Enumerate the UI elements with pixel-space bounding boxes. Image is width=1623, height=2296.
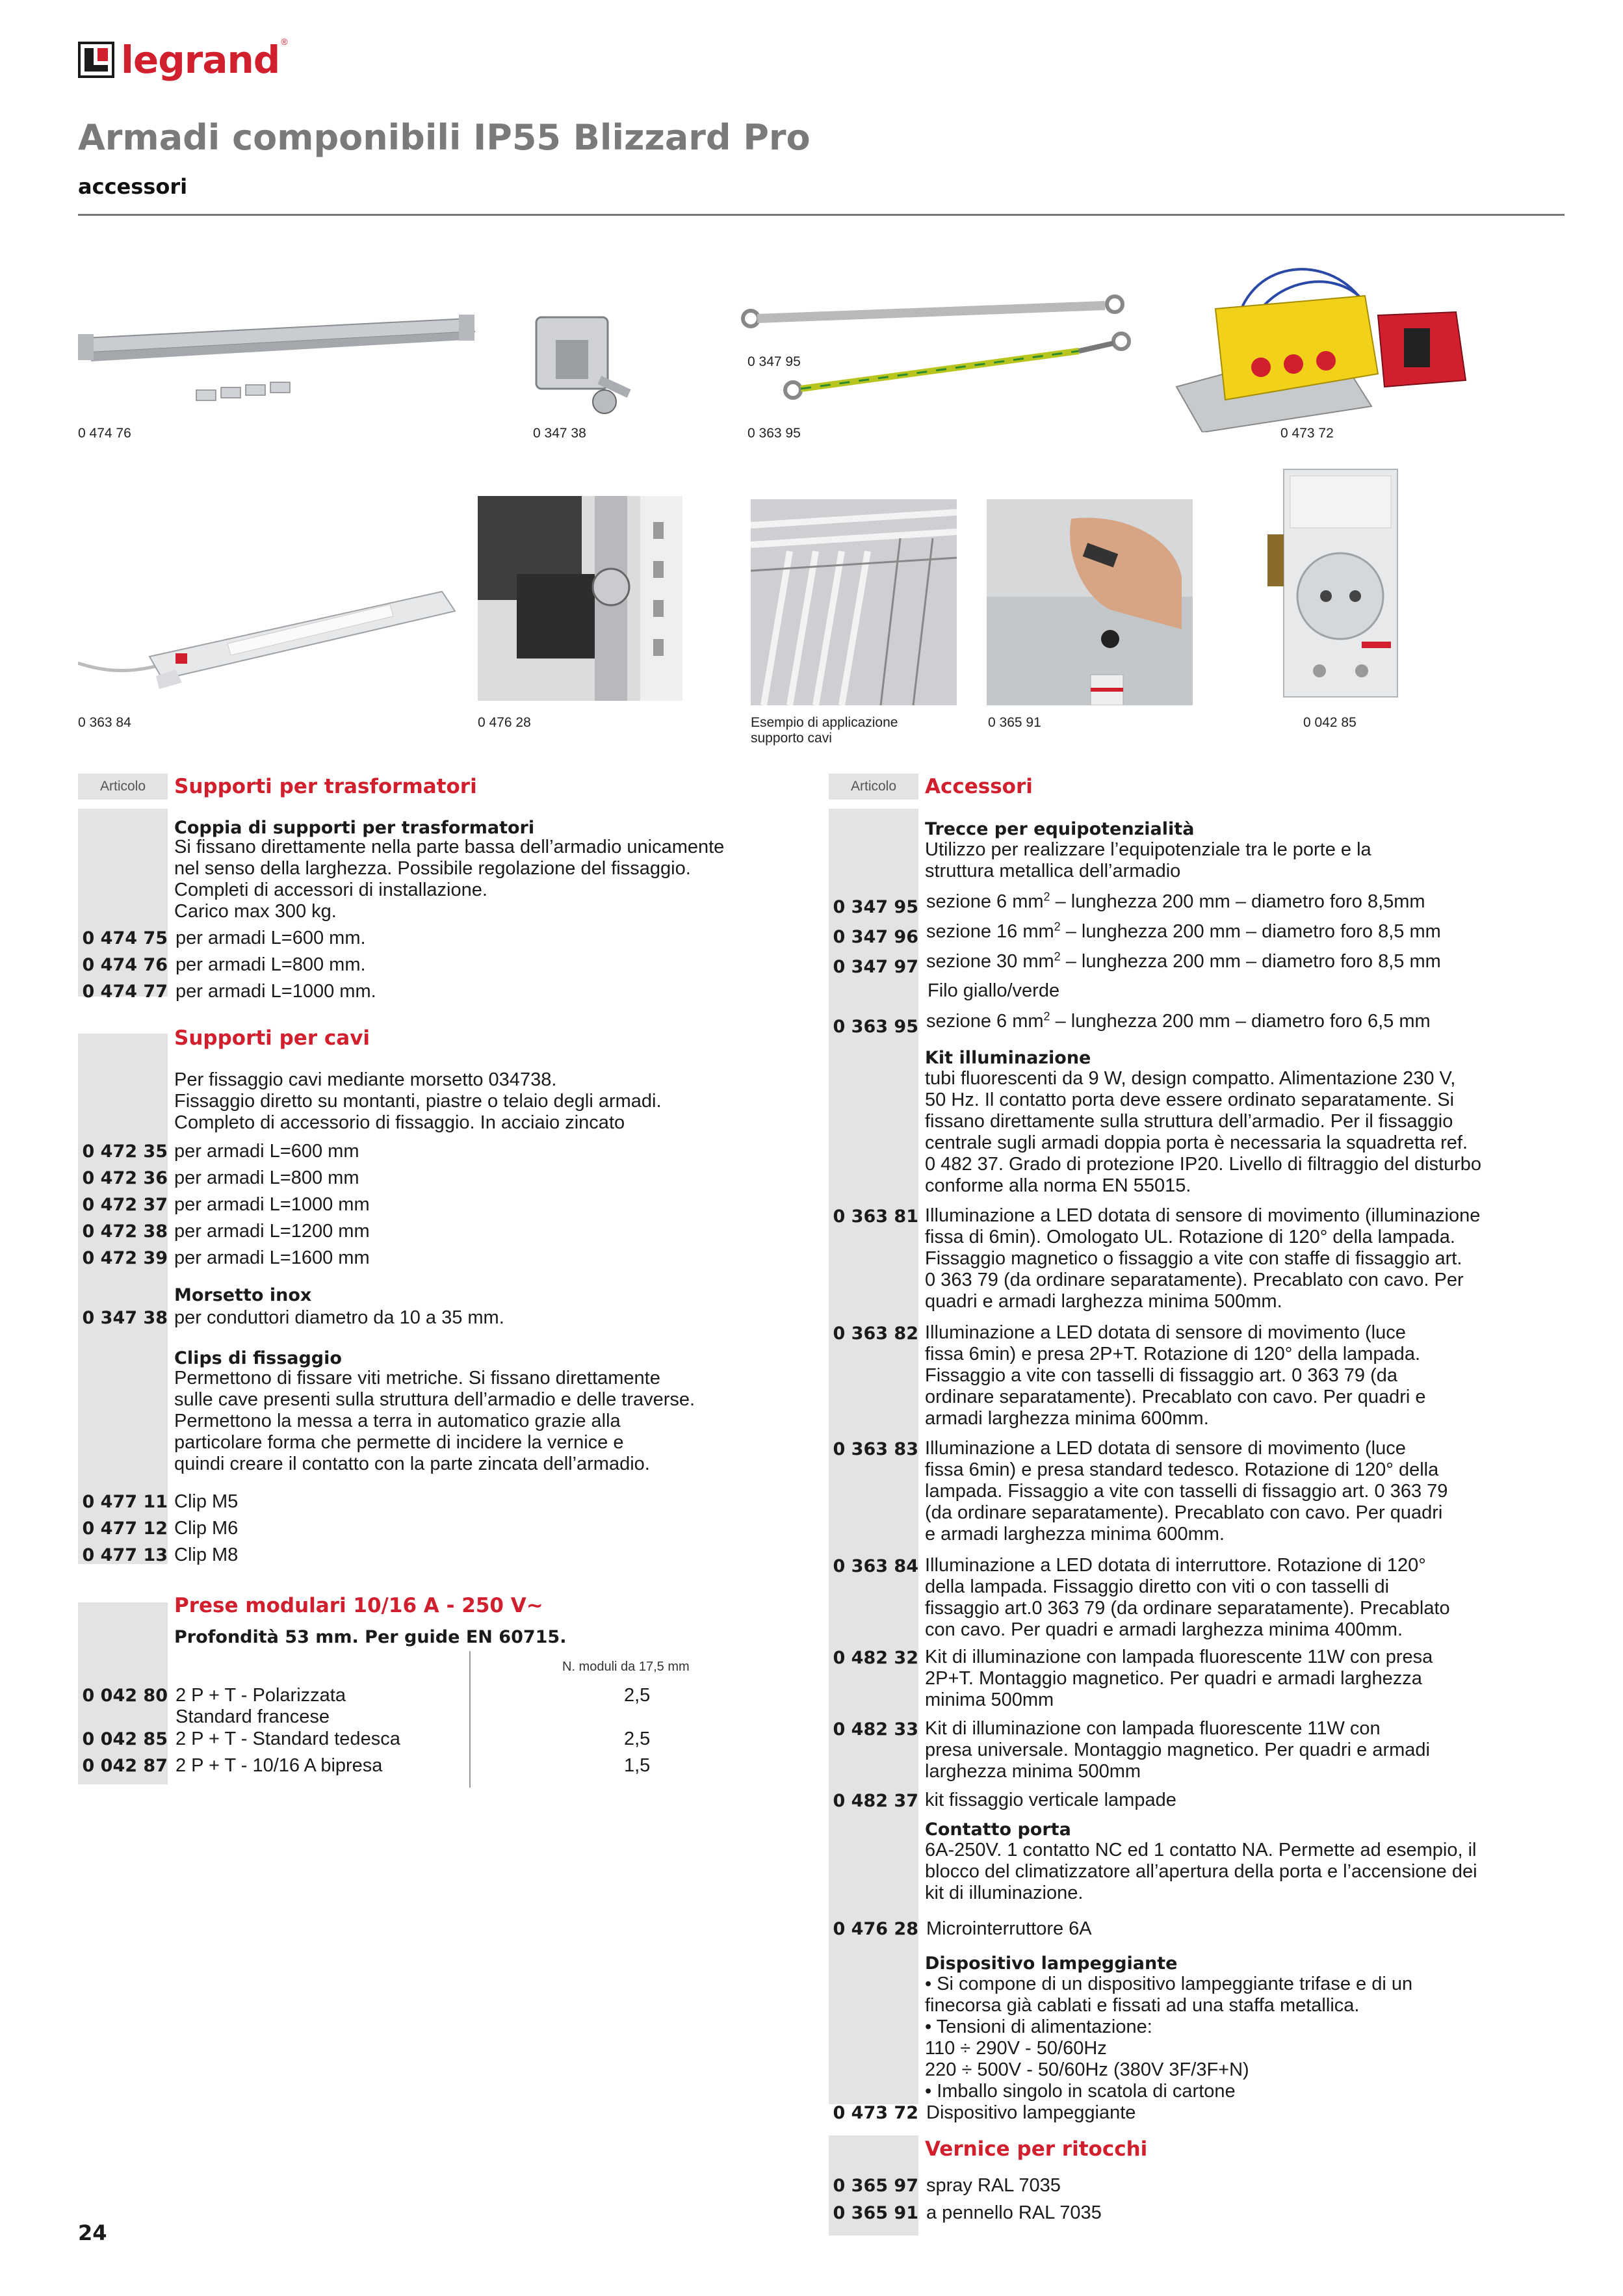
article-text: kit fissaggio verticale lampade [925,1790,1176,1810]
article-text: Microinterruttore 6A [926,1918,1092,1939]
article-text: Filo giallo/verde [928,980,1060,1001]
superscript: 2 [1054,950,1061,963]
article-text: fissa 6min) e presa standard tedesco. Rotazione di 120° della [925,1459,1439,1480]
section-title: Supporti per trasformatori [174,775,477,798]
description-line: centrale sugli armadi doppia porta è necessaria la squadretta ref. [925,1132,1468,1153]
moduli-value: 2,5 [624,1729,651,1749]
product-image-flashing-device [1163,237,1482,432]
section-title: Accessori [925,775,1033,798]
code-column-bg [78,1034,168,1564]
header-divider [78,214,1565,216]
subheading: Trecce per equipotenzialità [925,819,1195,839]
product-image-transformer-support [78,312,481,416]
caption-036591: 0 365 91 [988,715,1041,730]
product-image-inox-clamp [526,304,643,421]
article-text: Clip M6 [174,1518,239,1539]
description-line: fissano direttamente sulla struttura dell’armadio. Per il fissaggio [925,1111,1453,1132]
article-text: per armadi L=600 mm. [175,928,366,948]
product-image-door-switch [478,496,682,701]
article-text: 2 P + T - 10/16 A bipresa [175,1755,383,1776]
description-line: tubi fluorescenti da 9 W, design compatto. Alimentazione 230 V, [925,1068,1456,1089]
article-code: 0 482 33 [833,1719,918,1740]
description-line: Carico max 300 kg. [174,901,337,922]
subheading: Dispositivo lampeggiante [925,1953,1178,1974]
article-code: 0 477 11 [82,1492,168,1512]
article-text: Clip M5 [174,1491,239,1512]
description-line: Si fissano direttamente nella parte bassa dell’armadio unicamente [174,837,725,857]
text-part: – lunghezza 200 mm – diametro foro 8,5 mm [1060,951,1441,972]
section-title: Prese modulari 10/16 A - 250 V~ [174,1594,543,1617]
text-part: sezione 16 mm [926,921,1054,942]
description-line: Per fissaggio cavi mediante morsetto 034738. [174,1069,557,1090]
description-line: conforme alla norma EN 55015. [925,1175,1191,1196]
article-text: Kit di illuminazione con lampada fluorescente 11W con [925,1718,1381,1739]
description-line: 0 482 37. Grado di protezione IP20. Livello di filtraggio del disturbo [925,1154,1482,1175]
article-code: 0 042 87 [82,1756,168,1776]
article-code: 0 365 97 [833,2176,918,2196]
subheading: Morsetto inox [174,1285,312,1305]
article-text: fissaggio art.0 363 79 (da ordinare separatamente). Precablato [925,1598,1450,1619]
caption-example-line1: Esempio di applicazione [751,715,898,730]
article-text: Fissaggio magnetico o fissaggio a vite con staffe di fissaggio art. [925,1248,1462,1269]
product-image-led-lamp [78,566,461,696]
product-image-cable-support-example [751,499,957,705]
article-text: larghezza minima 500mm [925,1761,1141,1782]
subheading: Clips di fissaggio [174,1348,342,1368]
article-text: lampada. Fissaggio a vite con tasselli di fissaggio art. 0 363 79 [925,1481,1448,1502]
subheading: Coppia di supporti per trasformatori [174,818,535,838]
description-line: Fissaggio diretto su montanti, piastre o telaio degli armadi. [174,1091,662,1112]
article-text [926,891,1425,913]
article-code: 0 347 96 [833,927,918,947]
article-code: 0 363 83 [833,1439,918,1459]
section-title: Vernice per ritocchi [925,2137,1148,2161]
caption-034738: 0 347 38 [533,426,586,441]
description-line: 50 Hz. Il contatto porta deve essere ordinato separatamente. Si [925,1089,1455,1110]
description-line: quindi creare il contatto con la parte zincata dell’armadio. [174,1454,650,1474]
description-line: struttura metallica dell’armadio [925,861,1181,881]
article-code: 0 472 37 [82,1195,168,1215]
subheading: Profondità 53 mm. Per guide EN 60715. [174,1627,567,1647]
article-text: Illuminazione a LED dotata di sensore di movimento (luce [925,1438,1406,1459]
article-text [926,950,1441,972]
article-code: 0 477 13 [82,1545,168,1565]
article-text [926,920,1441,943]
description-line: • Tensioni di alimentazione: [925,2016,1152,2037]
article-code: 0 363 84 [833,1556,918,1576]
description-line: kit di illuminazione. [925,1883,1084,1903]
text-part: – lunghezza 200 mm – diametro foro 6,5 mm [1050,1011,1431,1032]
article-code: 0 477 12 [82,1519,168,1539]
text-part: sezione 30 mm [926,951,1054,972]
description-line: finecorsa già cablati e fissati ad una staffa metallica. [925,1995,1360,2016]
article-code: 0 363 82 [833,1324,918,1344]
text-part: sezione 6 mm [926,891,1044,912]
article-text: presa universale. Montaggio magnetico. Per quadri e armadi [925,1740,1430,1760]
description-line: Permettono di fissare viti metriche. Si fissano direttamente [174,1368,660,1389]
article-text: Standard francese [175,1706,330,1727]
article-code: 0 042 80 [82,1686,168,1706]
article-text: fissa di 6min). Omologato UL. Rotazione di 120° della lampada. [925,1227,1455,1247]
article-text: per armadi L=1000 mm [174,1194,370,1215]
article-code: 0 347 38 [82,1308,168,1328]
page-title: Armadi componibili IP55 Blizzard Pro [78,117,811,158]
article-code: 0 474 76 [82,955,168,975]
description-line: 220 ÷ 500V - 50/60Hz (380V 3F/3F+N) [925,2059,1249,2080]
article-code: 0 482 32 [833,1648,918,1668]
article-code: 0 365 91 [833,2203,918,2223]
article-text: Kit di illuminazione con lampada fluorescente 11W con presa [925,1647,1433,1667]
article-code: 0 042 85 [82,1729,168,1749]
article-code: 0 473 72 [833,2103,918,2123]
product-image-braided-straps [741,293,1137,403]
article-text: per armadi L=800 mm. [175,954,366,975]
article-text: fissa 6min) e presa 2P+T. Rotazione di 120° della lampada. [925,1344,1421,1364]
page-subtitle: accessori [78,174,188,199]
article-text: per armadi L=800 mm [174,1168,359,1188]
article-text: Dispositivo lampeggiante [926,2102,1136,2123]
description-line: • Si compone di un dispositivo lampeggiante trifase e di un [925,1974,1413,1994]
description-line: blocco del climatizzatore all’apertura della porta e l’accensione dei [925,1861,1477,1882]
caption-034795-image: 0 347 95 [747,354,801,369]
description-line: particolare forma che permette di incidere la vernice e [174,1432,624,1453]
caption-047628: 0 476 28 [478,715,531,730]
article-text: con cavo. Per quadri e armadi larghezza minima 400mm. [925,1619,1403,1640]
text-part: – lunghezza 200 mm – diametro foro 8,5 mm [1060,921,1441,942]
article-code: 0 472 35 [82,1141,168,1162]
article-text: (da ordinare separatamente). Precablato con cavo. Per quadri [925,1502,1443,1523]
text-part: – lunghezza 200 mm – diametro foro 8,5mm [1050,891,1425,912]
article-code: 0 472 39 [82,1248,168,1268]
article-text: a pennello RAL 7035 [926,2202,1102,2223]
article-text: 2 P + T - Standard tedesca [175,1729,400,1749]
caption-036384: 0 363 84 [78,715,131,730]
superscript: 2 [1043,1010,1050,1023]
article-text: e armadi larghezza minima 600mm. [925,1524,1225,1545]
article-text: spray RAL 7035 [926,2175,1061,2196]
caption-036395: 0 363 95 [747,426,801,441]
subheading: Kit illuminazione [925,1048,1091,1068]
product-image-modular-socket [1264,463,1417,703]
article-text: per armadi L=600 mm [174,1141,359,1162]
article-text: Clip M8 [174,1545,239,1565]
section-title: Supporti per cavi [174,1026,370,1050]
article-code: 0 347 97 [833,957,918,977]
moduli-value: 2,5 [624,1685,651,1706]
article-text: Illuminazione a LED dotata di sensore di movimento (illuminazione [925,1205,1481,1226]
article-code: 0 363 81 [833,1207,918,1227]
description-line: Completo di accessorio di fissaggio. In acciaio zincato [174,1112,625,1133]
articolo-header: Articolo [78,774,168,800]
article-code: 0 363 95 [833,1017,918,1037]
description-line: 6A-250V. 1 contatto NC ed 1 contatto NA. Permette ad esempio, il [925,1840,1477,1860]
article-code: 0 347 95 [833,897,918,917]
article-code: 0 474 75 [82,928,168,948]
article-text: per armadi L=1000 mm. [175,981,376,1002]
article-text: per armadi L=1200 mm [174,1221,370,1242]
article-code: 0 474 77 [82,982,168,1002]
caption-example-line2: supporto cavi [751,731,832,746]
article-text: armadi larghezza minima 600mm. [925,1408,1209,1429]
product-image-touch-up-paint [987,499,1193,705]
column-divider [469,1651,471,1788]
description-line: sulle cave presenti sulla struttura dell’armadio e delle traverse. [174,1389,695,1410]
article-text: minima 500mm [925,1689,1054,1710]
article-code: 0 476 28 [833,1919,918,1939]
registered-mark: ® [281,36,288,47]
caption-047372: 0 473 72 [1280,426,1334,441]
text-part: sezione 6 mm [926,1011,1044,1032]
description-line: nel senso della larghezza. Possibile regolazione del fissaggio. [174,858,691,879]
article-text: quadri e armadi larghezza minima 500mm. [925,1291,1282,1312]
article-text: per armadi L=1600 mm [174,1247,370,1268]
article-text: ordinare separatamente). Precablato con cavo. Per quadri e [925,1387,1426,1407]
article-text: 2P+T. Montaggio magnetico. Per quadri e armadi larghezza [925,1668,1422,1689]
article-code: 0 472 36 [82,1168,168,1188]
article-text: Illuminazione a LED dotata di sensore di movimento (luce [925,1322,1406,1343]
article-text: Fissaggio a vite con tasselli di fissaggio art. 0 363 79 (da [925,1365,1398,1386]
description-line: 110 ÷ 290V - 50/60Hz [925,2038,1107,2059]
article-code: 0 482 37 [833,1791,918,1811]
article-text: 0 363 79 (da ordinare separatamente). Precablato con cavo. Per [925,1270,1464,1290]
description-line: • Imballo singolo in scatola di cartone [925,2081,1236,2102]
description-line: Permettono la messa a terra in automatico grazie alla [174,1411,621,1431]
articolo-header: Articolo [829,774,918,800]
superscript: 2 [1043,890,1050,904]
description-line: Utilizzo per realizzare l’equipotenziale tra le porte e la [925,839,1371,860]
caption-004285: 0 042 85 [1303,715,1357,730]
article-text [926,1010,1431,1032]
moduli-value: 1,5 [624,1755,651,1776]
legrand-logo [78,34,288,86]
article-text: della lampada. Fissaggio diretto con viti o con tasselli di [925,1576,1390,1597]
subheading: Contatto porta [925,1820,1071,1840]
legrand-logo-mark [78,42,114,78]
article-code: 0 472 38 [82,1221,168,1242]
description-line: Completi di accessori di installazione. [174,880,487,900]
legrand-wordmark: legrand [121,38,280,82]
caption-047476: 0 474 76 [78,426,131,441]
article-text: 2 P + T - Polarizzata [175,1685,346,1706]
superscript: 2 [1054,920,1061,933]
article-text: per conduttori diametro da 10 a 35 mm. [174,1307,504,1328]
column-header-moduli: N. moduli da 17,5 mm [562,1660,690,1674]
article-text: Illuminazione a LED dotata di interruttore. Rotazione di 120° [925,1555,1426,1576]
page-number: 24 [78,2221,107,2245]
